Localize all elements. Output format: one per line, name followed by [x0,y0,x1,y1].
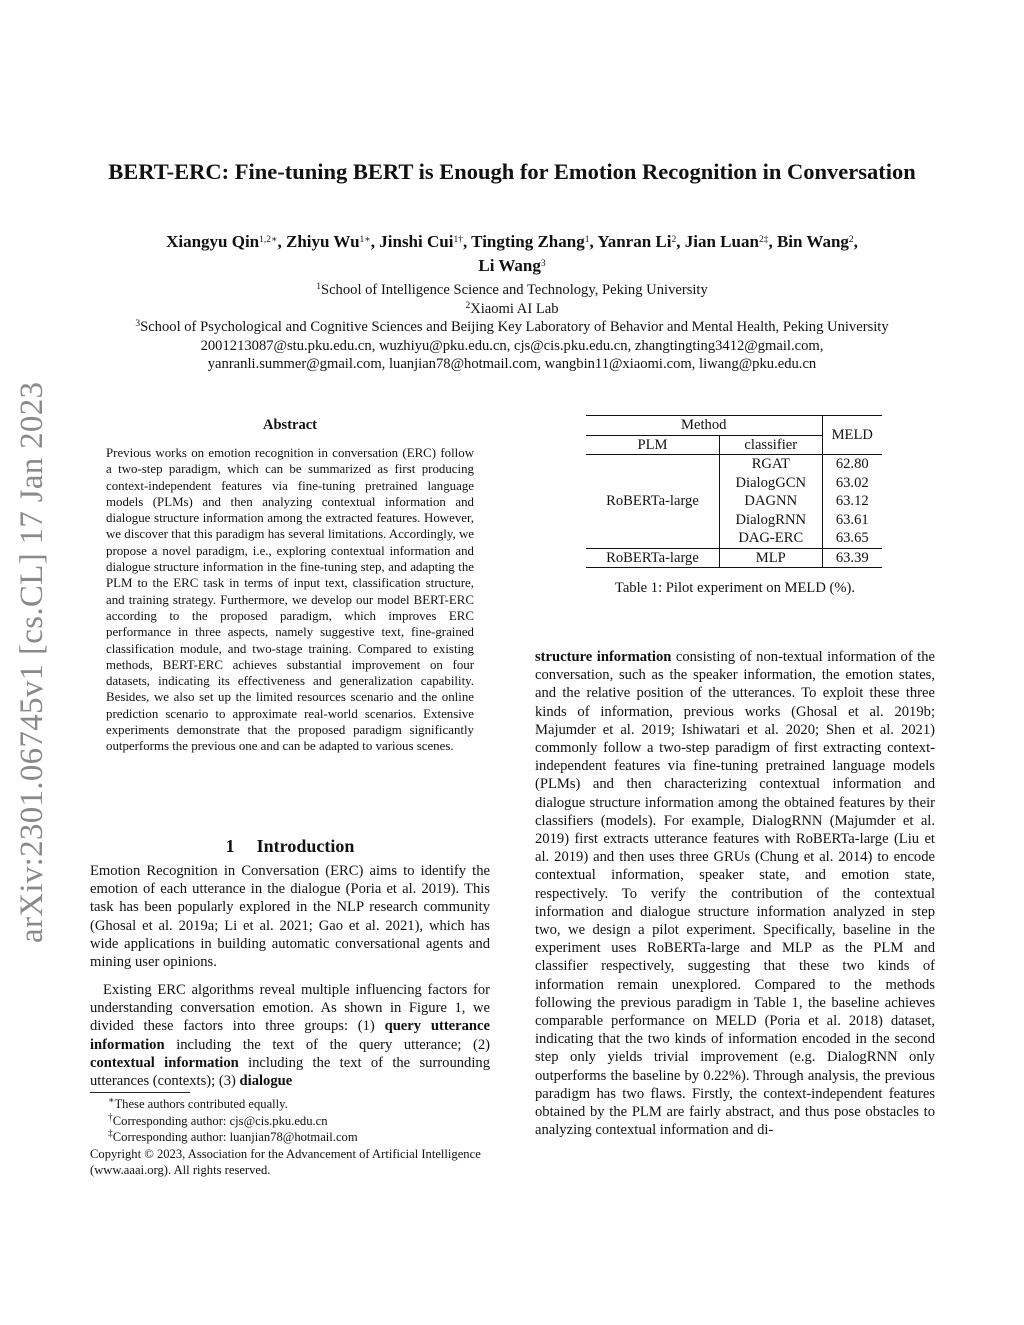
abstract-heading: Abstract [263,417,317,433]
affiliation: $^1$School of Intelligence Science and Technology, Peking University [316,282,708,298]
table-caption: Table 1: Pilot experiment on MELD (%). [614,580,856,596]
table-cell-classifier: MLP [720,548,823,568]
footnotes [90,1096,490,1179]
affiliations [80,281,944,374]
header-classifier: classifier [720,435,823,455]
copyright-notice: Copyright © 2023, Association for the Advancement of Artificial Intelligence (www.aaai.org). All rights reserved. [90,1146,481,1177]
table-cell-classifier: DialogRNN [720,511,823,530]
intro-paragraph-1: Emotion Recognition in Conversation (ERC) aims to identify the emotion of each utterance in the dialogue (Poria et al. 2019). This task has been popularly explored in the NLP research community (Ghosal et al. 2019a; Li et al. 2021; Gao et al. 2021), which has wide applications in building automatic conversational agents and mining user opinions. [90,863,490,971]
author: Li Wang$^3$ [478,256,546,275]
author: Zhiyu $Wu^{1∗}$, [285,232,380,251]
paper-title: BERT-ERC: Fine-tuning BERT is Enough for Emotion Recognition in Conversation [108,159,916,184]
email-line: 2001213087@stu.pku.edu.cn, wuzhiyu@pku.edu.cn, cjs@cis.pku.edu.cn, zhangtingting3412@gmail.com, [200,337,824,354]
author: Jian Luan$^{2\ddagger}$, [684,232,777,251]
header-plm: PLM [586,435,720,455]
footnote: ∗These authors contributed equally. [108,1096,288,1111]
author-list [80,230,944,278]
header-method: Method [586,416,822,436]
table-cell-classifier: DAGNN [720,492,823,511]
affiliation: $^3$School of Psychological and Cognitive Sciences and Beijing Key Laboratory of Behavior and Mental Health, Peking University [135,319,889,335]
table-cell-meld: 63.02 [835,474,869,491]
results-table [586,415,882,568]
table-cell-classifier: DAG-ERC [720,529,823,548]
table-cell-plm: RoBERTa-large [586,455,720,549]
table-cell-classifier: RGAT [720,455,823,474]
footnote-rule [90,1092,190,1093]
affiliation: $^2$Xiaomi AI Lab [465,300,559,317]
email-line: yanranli.summer@gmail.com, luanjian78@hotmail.com, wangbin11@xiaomi.com, liwang@pku.edu.cn [207,356,817,372]
table-cell-meld: 63.12 [835,493,869,509]
author: Jinshi Cui$^{1\dagger}$, [379,232,472,251]
section-title: Introduction [256,836,355,856]
intro-paragraph-2: Existing ERC algorithms reveal multiple influencing factors for understanding conversation emotion. As shown in Figure 1, we divided these factors into three groups: (1) query utterance information including the text of the query utterance; (2) contextual information including the text of the surrounding utterances (contexts); (3) dialogue [90,982,491,1090]
header-meld: MELD [822,416,882,455]
author: Yanran Li$^2$, [597,232,685,251]
abstract-text: Previous works on emotion recognition in conversation (ERC) follow a two-step paradigm, which can be summarized as first producing context-independent features via fine-tuning pretrained language models (PLMs) and then analyzing contextual information and dialogue structure information among the extracted features. However, we discover that this paradigm has several limitations. Accordingly, we propose a novel paradigm, i.e., exploring contextual information and dialogue structure information in the fine-tuning step, and adapting the PLM to the ERC task in terms of input text, classification structure, and training strategy. Furthermore, we develop our model BERT-ERC according to the proposed paradigm, which improves ERC performance in three aspects, namely suggestive text, fine-grained classification module, and two-stage training. Compared to existing methods, BERT-ERC achieves substantial improvement on four datasets, indicating its effectiveness and generalization capability. Besides, we also set up the limited resources scenario and the online prediction scenario to approximate real-world scenarios. Extensive experiments demonstrate that the proposed paradigm significantly outperforms the previous one and can be adapted to various scenes. [106,446,474,754]
intro-paragraph-2-continued: structure information consisting of non-textual information of the conversation, such as the speaker information, the emotion states, and the relative position of the utterances. To exploit these three kinds of information, previous works (Ghosal et al. 2019b; Majumder et al. 2019; Ishiwatari et al. 2020; Shen et al. 2021) commonly follow a two-step paradigm of first extracting context-independent features via fine-tuning pretrained language models (PLMs) and then characterizing contextual information and dialogue structure information among the obtained features by their classifiers (models). For example, DialogRNN (Majumder et al. 2019) first extracts utterance features with RoBERTa-large (Liu et al. 2019) and then uses three GRUs (Chung et al. 2014) to encode contextual information, speaker state, and emotion state, respectively. To verify the contribution of the contextual information and dialogue structure information analyzed in step two, we design a pilot experiment. Specifically, baseline in the experiment uses RoBERTa-large and MLP as the PLM and classifier respectively, suggesting that these two kinds of information remain unexplored. Compared to the methods following the previous paradigm in Table 1, the baseline achieves comparable performance on MELD (Poria et al. 2018) dataset, indicating that the two kinds of information encoded in the second step only yields trivial improvement (e.g. DialogRNN only outperforms the baseline by 0.22%). Through analysis, the previous paradigm has two flaws. Firstly, the context-independent features obtained by the PLM are fairly abstract, and thus pose obstacles to analyzing contextual information and di- [535,649,935,1139]
table-cell-meld: 62.80 [822,455,882,474]
footnote: ‡Corresponding author: luanjian78@hotmail.com [108,1129,358,1144]
author: Xiangyu Qin$^{1,2∗}$, [166,232,286,251]
table-cell-plm: RoBERTa-large [586,548,720,568]
table-cell-classifier: DialogGCN [720,474,823,493]
section-heading [90,836,490,857]
table-cell-meld: 63.65 [835,530,869,546]
author: Bin Wang$^2$, [776,232,858,251]
author: Tingting Zhang$^1$, [471,232,598,251]
section-number: 1 [225,836,235,856]
footnote: †Corresponding author: cjs@cis.pku.edu.cn [108,1112,328,1128]
table-cell-meld: 63.39 [822,548,882,568]
table-cell-meld: 63.61 [835,511,869,528]
arxiv-identifier: arXiv:2301.06745v1 [cs.CL] 17 Jan 2023 [14,381,50,943]
